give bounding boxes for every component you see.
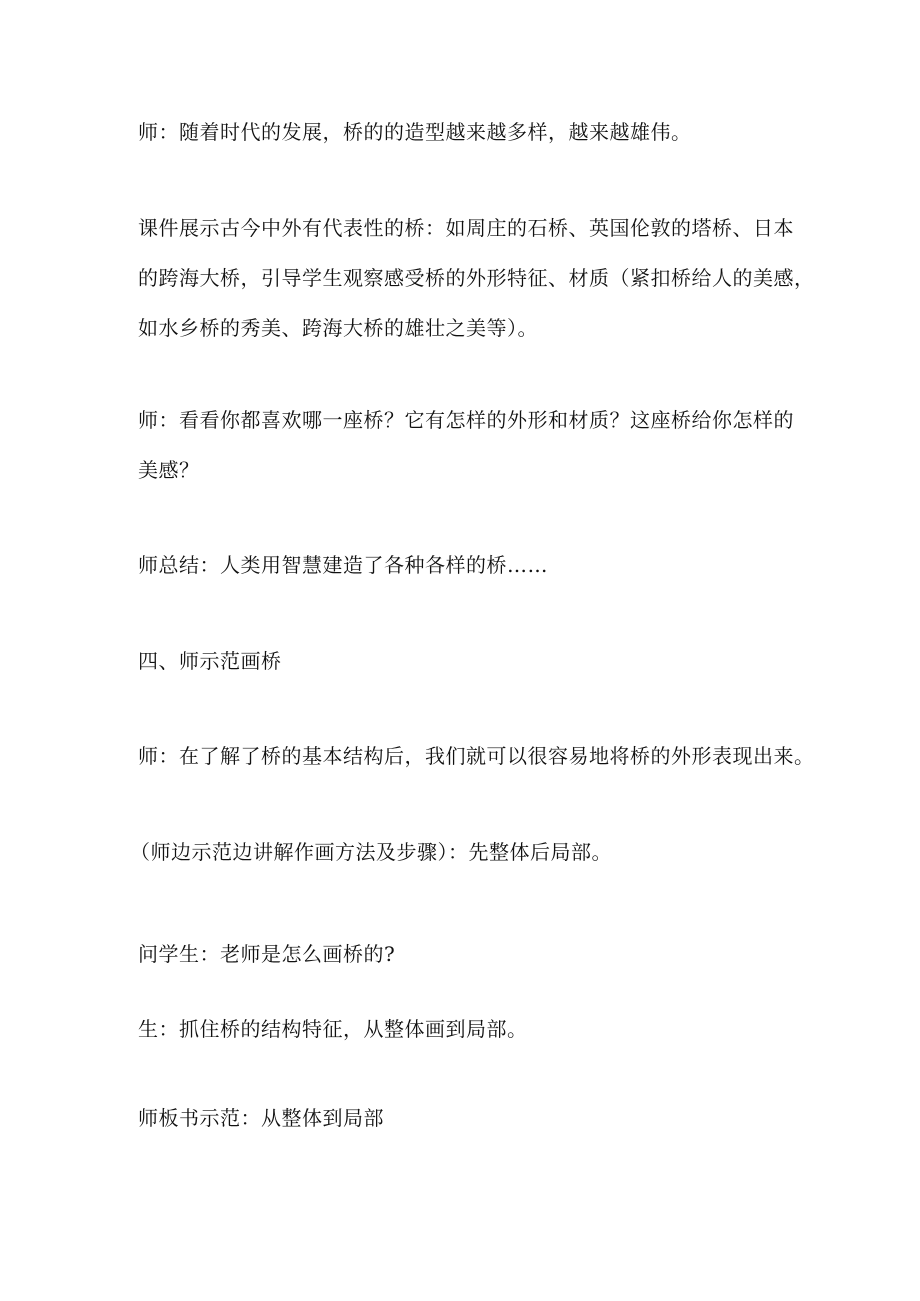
section-heading: 四、师示范画桥: [138, 649, 282, 673]
paragraph-line: 课件展示古今中外有代表性的桥：如周庄的石桥、英国伦敦的塔桥、日本: [138, 216, 794, 240]
paragraph-line: 生：抓住桥的结构特征，从整体画到局部。: [138, 1017, 528, 1041]
paragraph-line: 师：在了解了桥的基本结构后，我们就可以很容易地将桥的外形表现出来。: [138, 744, 815, 768]
paragraph-line: 如水乡桥的秀美、跨海大桥的雄壮之美等）。: [138, 316, 538, 340]
paragraph-line: 问学生：老师是怎么画桥的?: [138, 942, 396, 966]
paragraph-line: 师总结：人类用智慧建造了各种各样的桥……: [138, 553, 548, 577]
paragraph-line: （师边示范边讲解作画方法及步骤）：先整体后局部。: [130, 840, 612, 864]
paragraph-line: 师：随着时代的发展，桥的的造型越来越多样，越来越雄伟。: [138, 120, 692, 144]
paragraph-line: 美感？: [138, 458, 200, 482]
paragraph-line: 师：看看你都喜欢哪一座桥？它有怎样的外形和材质？这座桥给你怎样的: [138, 408, 794, 432]
paragraph-line: 师板书示范：从整体到局部: [138, 1106, 384, 1130]
paragraph-line: 的跨海大桥，引导学生观察感受桥的外形特征、材质（紧扣桥给人的美感，: [138, 266, 815, 290]
